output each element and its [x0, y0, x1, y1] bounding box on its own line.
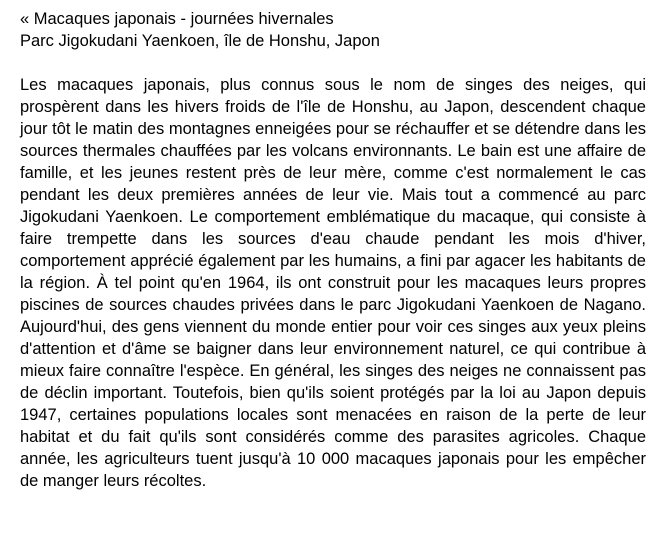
document: [20, 8, 646, 492]
spacer: [20, 52, 646, 74]
body-paragraph: Les macaques japonais, plus connus sous le nom de singes des neiges, qui prospèrent dans les hivers froids de l'île de Honshu, au Japon, descendent chaque jour tôt le matin des montagnes enneigées pour se réchauffer et se détendre dans les sources thermales chauffées par les volcans environnants. Le bain est une affaire de famille, et les jeunes restent près de leur mère, comme c'est normalement le cas pendant les deux premières années de leur vie. Mais tout a commencé au parc Jigokudani Yaenkoen. Le comportement emblématique du macaque, qui consiste à faire trempette dans les sources d'eau chaude pendant les mois d'hiver, comportement apprécié également par les humains, a fini par agacer les habitants de la région. À tel point qu'en 1964, ils ont construit pour les macaques leurs propres piscines de sources chaudes privées dans le parc Jigokudani Yaenkoen de Nagano. Aujourd'hui, des gens viennent du monde entier pour voir ces singes aux yeux pleins d'attention et d'âme se baigner dans leur environnement naturel, ce qui contribue à mieux faire connaître l'espèce. En général, les singes des neiges ne connaissent pas de déclin important. Toutefois, bien qu'ils soient protégés par la loi au Japon depuis 1947, certaines populations locales sont menacées en raison de la perte de leur habitat et du fait qu'ils sont considérés comme des parasites agricoles. Chaque année, les agriculteurs tuent jusqu'à 10 000 macaques japonais pour les empêcher de manger leurs récoltes.: [20, 76, 646, 490]
title-line-1: « Macaques japonais - journées hivernales: [20, 10, 334, 28]
title-line-2: Parc Jigokudani Yaenkoen, île de Honshu, Japon: [20, 32, 380, 50]
